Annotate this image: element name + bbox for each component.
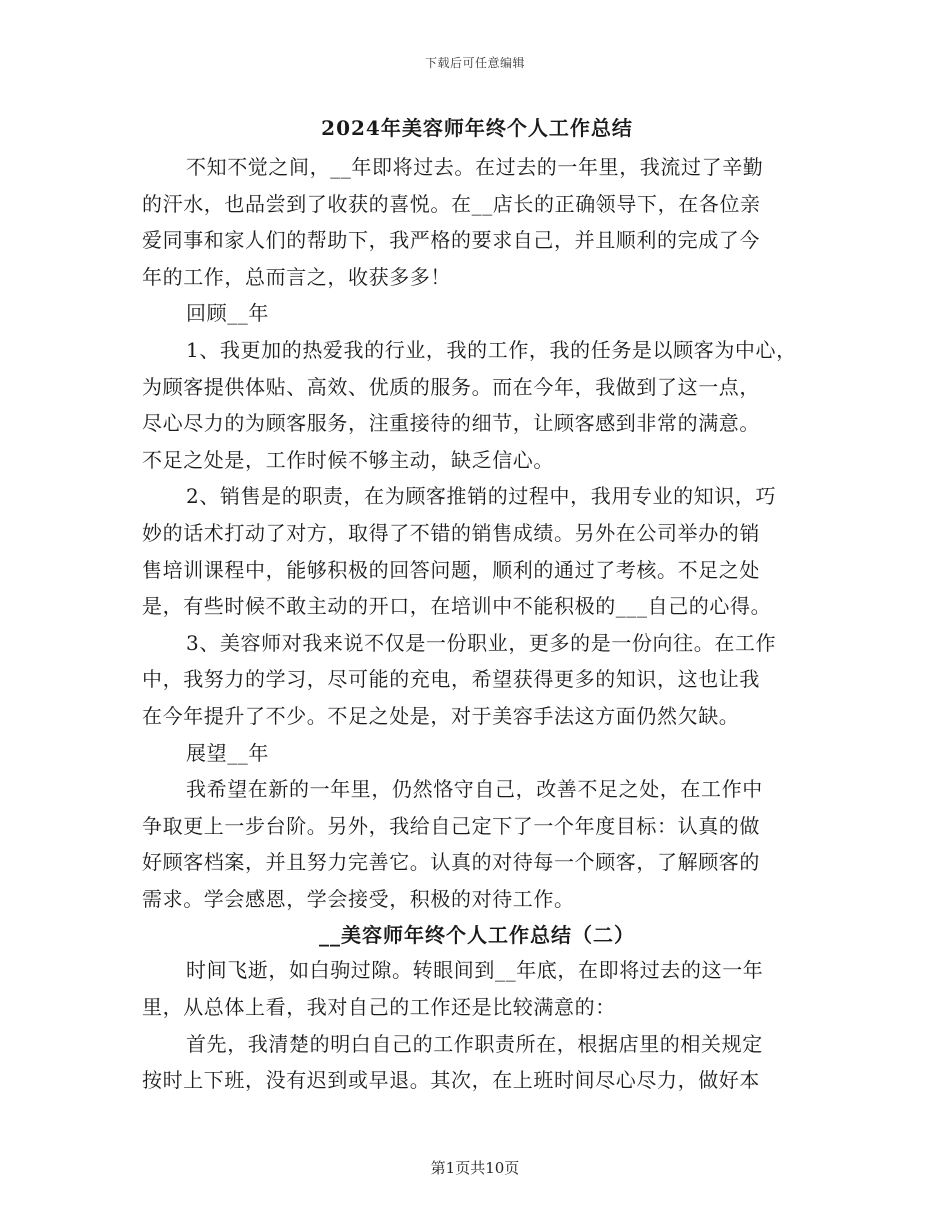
paragraph-line: 爱同事和家人们的帮助下，我严格的要求自己，并且顺利的完成了今 [142, 228, 760, 253]
paragraph-line: 中，我努力的学习，尽可能的充电，希望获得更多的知识，这也让我 [142, 667, 760, 692]
paragraph-line: 售培训课程中，能够积极的回答问题，顺利的通过了考核。不足之处 [142, 557, 760, 582]
section-title: __美容师年终个人工作总结（二） [319, 923, 635, 948]
paragraph-6 [142, 1026, 812, 1099]
paragraph-line: 首先，我清楚的明白自己的工作职责所在，根据店里的相关规定 [186, 1031, 763, 1056]
paragraph-line: 好顾客档案，并且努力完善它。认真的对待每一个顾客，了解顾客的 [142, 850, 760, 875]
intro-paragraph [142, 149, 812, 295]
paragraph-line: 2、销售是的职责，在为顾客推销的过程中，我用专业的知识，巧 [186, 484, 777, 509]
paragraph-line: 尽心尽力的为顾客服务，注重接待的细节，让顾客感到非常的满意。 [142, 411, 760, 436]
paragraph-4 [142, 771, 812, 917]
document-body [142, 113, 812, 1099]
paragraph-line: 按时上下班，没有迟到或早退。其次，在上班时间尽心尽力，做好本 [142, 1068, 760, 1093]
paragraph-line: 不足之处是，工作时候不够主动，缺乏信心。 [142, 447, 554, 472]
outlook-heading: 展望__年 [186, 740, 269, 765]
paragraph-5 [142, 952, 812, 1025]
document-title: 2024年美容师年终个人工作总结 [321, 116, 633, 140]
paragraph-line: 为顾客提供体贴、高效、优质的服务。而在今年，我做到了这一点， [142, 374, 760, 399]
paragraph-line: 是，有些时候不敢主动的开口，在培训中不能积极的___自己的心得。 [142, 594, 772, 619]
paragraph-line: 需求。学会感恩，学会接受，积极的对待工作。 [142, 886, 575, 911]
page-footer: 第1页共10页 [430, 1159, 520, 1177]
header-note: 下载后可任意编辑 [424, 56, 525, 70]
paragraph-3 [142, 625, 812, 735]
paragraph-line: 在今年提升了不少。不足之处是，对于美容手法这方面仍然欠缺。 [142, 703, 740, 728]
paragraph-2 [142, 478, 812, 624]
review-heading: 回顾__年 [186, 301, 269, 326]
paragraph-line: 不知不觉之间，__年即将过去。在过去的一年里，我流过了辛勤 [186, 155, 764, 179]
paragraph-line: 3、美容师对我来说不仅是一份职业，更多的是一份向往。在工作 [186, 630, 777, 655]
paragraph-line: 1、我更加的热爱我的行业，我的工作，我的任务是以顾客为中心， [186, 337, 797, 362]
paragraph-1 [142, 332, 812, 478]
paragraph-line: 的汗水，也品尝到了收获的喜悦。在__店长的正确领导下，在各位亲 [142, 191, 761, 216]
paragraph-line: 争取更上一步台阶。另外，我给自己定下了一个年度目标：认真的做 [142, 813, 760, 838]
paragraph-line: 里，从总体上看，我对自己的工作还是比较满意的： [142, 995, 616, 1020]
paragraph-line: 年的工作，总而言之，收获多多！ [142, 264, 451, 289]
paragraph-line: 妙的话术打动了对方，取得了不错的销售成绩。另外在公司举办的销 [142, 520, 760, 545]
paragraph-line: 我希望在新的一年里，仍然恪守自己，改善不足之处，在工作中 [186, 777, 763, 802]
paragraph-line: 时间飞逝，如白驹过隙。转眼间到__年底，在即将过去的这一年 [186, 958, 764, 983]
